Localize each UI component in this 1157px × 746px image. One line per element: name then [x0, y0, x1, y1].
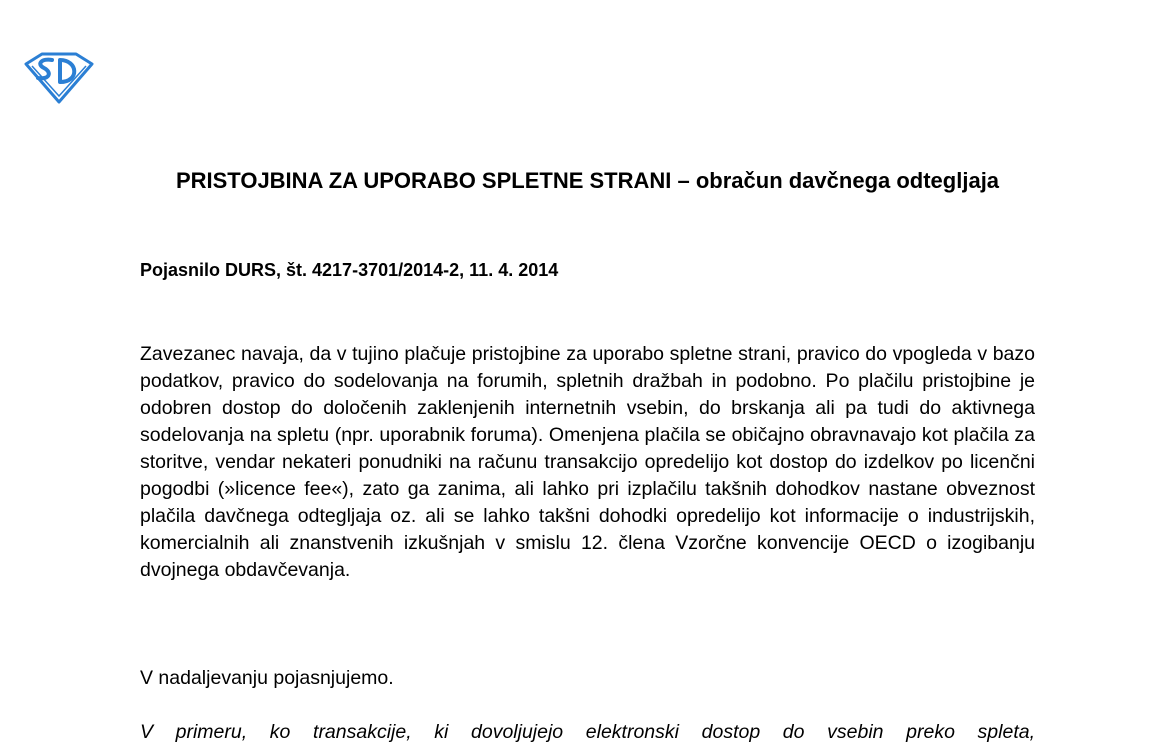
body-paragraph: Zavezanec navaja, da v tujino plačuje pristojbine za uporabo spletne strani, pravico do vpogleda v bazo podatkov, pravico do sodelovanja na forumih, spletnih dražbah in podobno. Po plačilu pristojbine je odobren dostop do določenih zaklenjenih internetnih vsebin, do brskanja ali pa tudi do aktivnega sodelovanja na spletu (npr. uporabnik foruma). Omenjena plačila se običajno obravnavajo kot plačila za storitve, vendar nekateri ponudniki na računu transakcijo opredelijo kot dostop do izdelkov po licenčni pogodbi (»licence fee«), zato ga zanima, ali lahko pri izplačilu takšnih dohodkov nastane obveznost plačila davčnega odtegljaja oz. ali se lahko takšni dohodki opredelijo kot informacije o industrijskih, komercialnih ali znanstvenih izkušnjah v smislu 12. člena Vzorčne konvencije OECD o izogibanju dvojnega obdavčevanja. [140, 343, 1035, 581]
body-paragraph-italic: V primeru, ko transakcije, ki dovoljujejo elektronski dostop do vsebin preko spleta, [140, 721, 1035, 743]
document-title: PRISTOJBINA ZA UPORABO SPLETNE STRANI – obračun davčnega odtegljaja [175, 168, 1000, 193]
document-subtitle: Pojasnilo DURS, št. 4217-3701/2014-2, 11. 4. 2014 [140, 260, 559, 280]
body-paragraph: V nadaljevanju pojasnjujemo. [140, 667, 394, 689]
shield-logo-icon [22, 50, 96, 106]
